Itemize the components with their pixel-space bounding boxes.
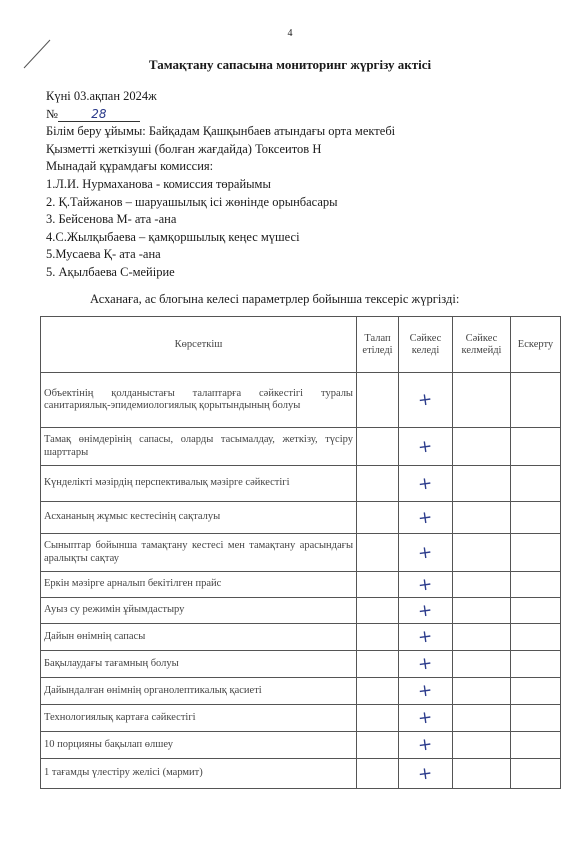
table-row — [41, 678, 561, 705]
commission-member: 5.Мусаева Қ- ата -ана — [46, 247, 161, 262]
row-parameter: Сыныптар бойынша тамақтану кестесі мен тамақтану арасындағы аралықты сақтау — [41, 534, 357, 572]
compliant-cell — [399, 373, 453, 428]
required-cell — [357, 572, 399, 598]
note-cell — [511, 502, 561, 534]
noncompliant-cell — [453, 678, 511, 705]
row-parameter: Тамақ өнімдерінің сапасы, оларды тасымалдау, жеткізу, түсіру шарттары — [41, 428, 357, 466]
table-row — [41, 428, 561, 466]
commission-member: 5. Ақылбаева С-мейірие — [46, 264, 175, 279]
noncompliant-cell — [453, 651, 511, 678]
row-parameter: Асхананың жұмыс кестесінің сақталуы — [41, 502, 357, 534]
commission-member: 2. Қ.Тайжанов – шаруашылық ісі жөнінде орынбасары — [46, 194, 338, 209]
note-cell — [511, 759, 561, 789]
table-row — [41, 502, 561, 534]
compliant-cell — [399, 502, 453, 534]
note-cell — [511, 624, 561, 651]
table-row — [41, 732, 561, 759]
row-parameter: Технологиялық картаға сәйкестігі — [41, 705, 357, 732]
check-mark: + — [417, 541, 434, 564]
check-mark: + — [417, 680, 434, 702]
number-value: 28 — [58, 108, 140, 122]
check-mark: + — [417, 626, 434, 648]
header-note: Ескерту — [511, 317, 561, 373]
row-parameter: Еркін мәзірге арналып бекітілген прайс — [41, 572, 357, 598]
compliant-cell — [399, 572, 453, 598]
row-parameter: Ауыз су режимін ұйымдастыру — [41, 598, 357, 624]
compliant-cell — [399, 705, 453, 732]
header-compliant: Сәйкес келеді — [399, 317, 453, 373]
note-cell — [511, 705, 561, 732]
required-cell — [357, 373, 399, 428]
commission-member: 1.Л.И. Нурмаханова - комиссия төрайымы — [46, 176, 271, 191]
row-parameter: 10 порцияны бақылап өлшеу — [41, 732, 357, 759]
document-title: Тамақтану сапасына мониторинг жүргізу актісі — [148, 57, 432, 72]
provider-line: Қызметті жеткізуші (болған жағдайда) Токсеитов Н — [46, 141, 322, 156]
note-cell — [511, 373, 561, 428]
header-required: Талап етіледі — [357, 317, 399, 373]
check-mark: + — [417, 653, 434, 675]
noncompliant-cell — [453, 428, 511, 466]
required-cell — [357, 598, 399, 624]
noncompliant-cell — [453, 502, 511, 534]
row-parameter: Бақылаудағы тағамның болуы — [41, 651, 357, 678]
noncompliant-cell — [453, 373, 511, 428]
required-cell — [357, 428, 399, 466]
number-line — [46, 106, 395, 124]
required-cell — [357, 678, 399, 705]
number-prefix: № — [46, 106, 58, 121]
check-mark: + — [417, 734, 434, 756]
check-mark: + — [417, 389, 434, 411]
table-row — [41, 705, 561, 732]
row-parameter: Дайын өнімнің сапасы — [41, 624, 357, 651]
organization-line: Білім беру ұйымы: Байқадам Қашқынбаев атындағы орта мектебі — [46, 124, 396, 139]
required-cell — [357, 651, 399, 678]
commission-member: 3. Бейсенова М- ата -ана — [46, 212, 177, 227]
table-row — [41, 534, 561, 572]
required-cell — [357, 502, 399, 534]
note-cell — [511, 466, 561, 502]
required-cell — [357, 732, 399, 759]
row-parameter: Объектінің қолданыстағы талаптарға сәйкестігі туралы санитариялық-эпидемиологиялық қорытындының болуы — [41, 373, 357, 428]
note-cell — [511, 572, 561, 598]
check-mark: + — [417, 762, 434, 785]
check-mark: + — [417, 707, 434, 729]
compliant-cell — [399, 759, 453, 789]
table-row — [41, 572, 561, 598]
noncompliant-cell — [453, 598, 511, 624]
inspection-table — [40, 316, 561, 789]
note-cell — [511, 732, 561, 759]
noncompliant-cell — [453, 732, 511, 759]
compliant-cell — [399, 428, 453, 466]
table-row — [41, 373, 561, 428]
noncompliant-cell — [453, 534, 511, 572]
commission-intro: Мынадай құрамдағы комиссия: — [46, 159, 214, 174]
compliant-cell — [399, 678, 453, 705]
required-cell — [357, 759, 399, 789]
required-cell — [357, 466, 399, 502]
header-noncompliant: Сәйкес келмейді — [453, 317, 511, 373]
compliant-cell — [399, 651, 453, 678]
required-cell — [357, 705, 399, 732]
table-row — [41, 759, 561, 789]
page-number: 4 — [287, 28, 293, 39]
noncompliant-cell — [453, 624, 511, 651]
table-row — [41, 624, 561, 651]
note-cell — [511, 598, 561, 624]
check-mark: + — [417, 506, 434, 529]
required-cell — [357, 534, 399, 572]
table-row — [41, 651, 561, 678]
noncompliant-cell — [453, 572, 511, 598]
noncompliant-cell — [453, 466, 511, 502]
compliant-cell — [399, 732, 453, 759]
note-cell — [511, 651, 561, 678]
noncompliant-cell — [453, 759, 511, 789]
row-parameter: Күнделікті мәзірдің перспективалық мәзірге сәйкестігі — [41, 466, 357, 502]
note-cell — [511, 534, 561, 572]
compliant-cell — [399, 598, 453, 624]
check-mark: + — [417, 472, 434, 495]
compliant-cell — [399, 534, 453, 572]
row-parameter: 1 тағамды үлестіру желісі (мармит) — [41, 759, 357, 789]
note-cell — [511, 428, 561, 466]
header-indicator: Көрсеткіш — [41, 317, 357, 373]
act-info — [46, 88, 395, 282]
required-cell — [357, 624, 399, 651]
compliant-cell — [399, 466, 453, 502]
date-line: Күні 03.ақпан 2024ж — [46, 89, 157, 103]
check-mark: + — [417, 435, 434, 458]
table-row — [41, 598, 561, 624]
check-mark: + — [417, 573, 434, 596]
commission-member: 4.С.Жылқыбаева – қамқоршылық кеңес мүшесі — [46, 229, 300, 244]
check-mark: + — [417, 599, 434, 622]
note-cell — [511, 678, 561, 705]
inspection-intro: Асханаға, ас блогына келесі параметрлер бойынша тексеріс жүргізді: — [90, 292, 460, 306]
compliant-cell — [399, 624, 453, 651]
table-row — [41, 466, 561, 502]
row-parameter: Дайындалған өнімнің органолептикалық қасиеті — [41, 678, 357, 705]
noncompliant-cell — [453, 705, 511, 732]
